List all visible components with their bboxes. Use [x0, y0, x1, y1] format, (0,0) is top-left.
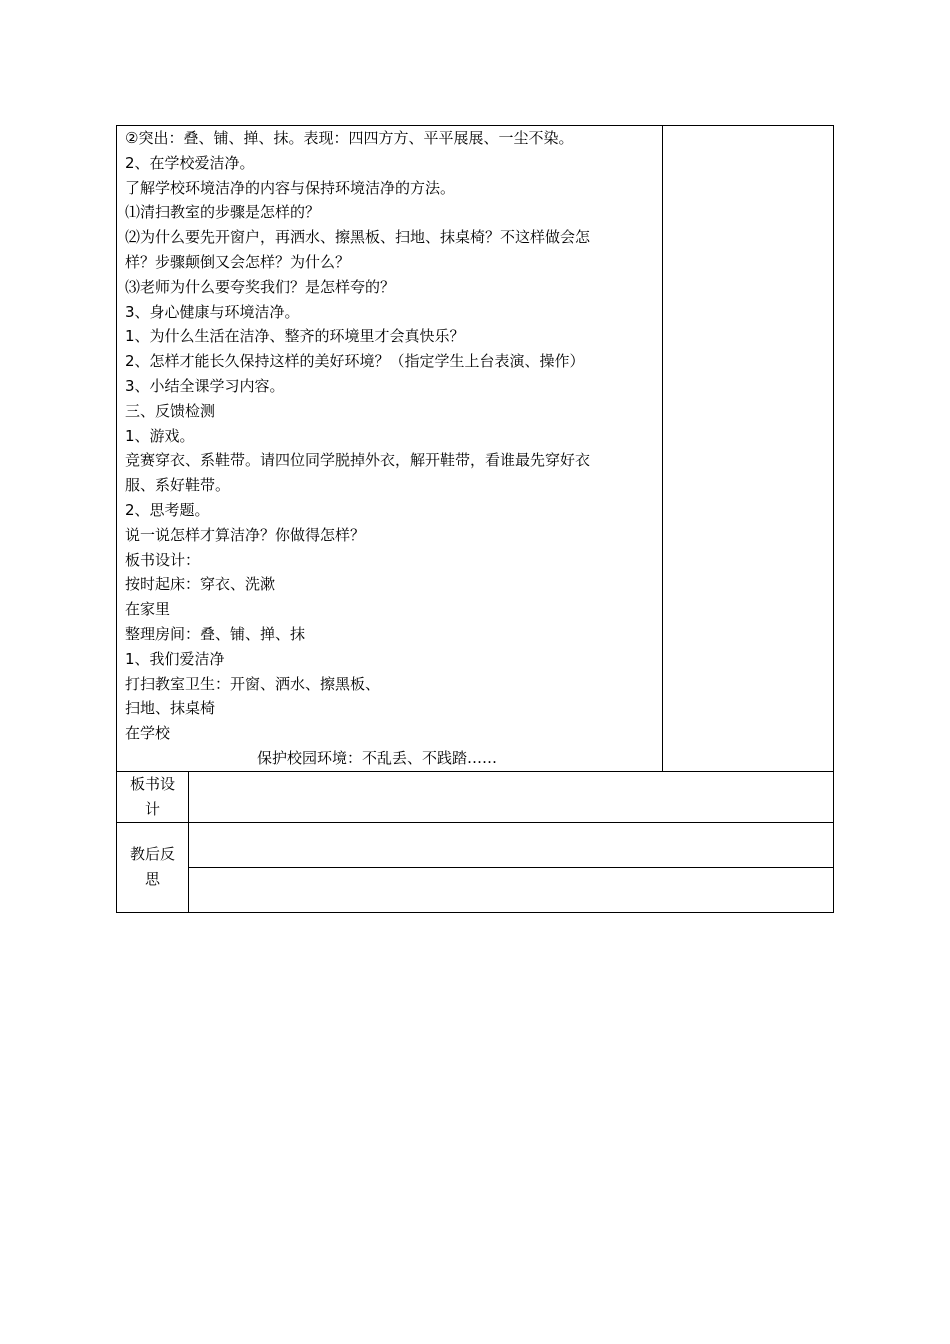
content-line: 打扫教室卫生：开窗、洒水、擦黑板、	[125, 674, 381, 693]
content-line: 样？步骤颠倒又会怎样？为什么？	[125, 252, 351, 271]
content-line: 竞赛穿衣、系鞋带。请四位同学脱掉外衣，解开鞋带，看谁最先穿好衣	[125, 451, 591, 470]
content-line: 3、身心健康与环境洁净。	[125, 302, 300, 321]
lesson-content-table	[116, 125, 834, 772]
reflection-row	[117, 822, 833, 912]
content-line: 2、怎样才能长久保持这样的美好环境？（指定学生上台表演、操作）	[125, 352, 585, 371]
content-line: 三、反馈检测	[125, 401, 216, 420]
content-line: 扫地、抹桌椅	[125, 699, 216, 718]
content-line: ⑶老师为什么要夸奖我们？是怎样夸的？	[125, 277, 396, 296]
reflection-label-cell	[117, 822, 189, 912]
content-line: 在家里	[125, 600, 171, 619]
content-line: 板书设计：	[125, 550, 201, 569]
content-line: ②突出：叠、铺、掸、抹。表现：四四方方、平平展展、一尘不染。	[125, 129, 574, 147]
content-line: 1、为什么生活在洁净、整齐的环境里才会真快乐？	[125, 327, 465, 346]
content-line: 2、思考题。	[125, 500, 210, 519]
board-design-row	[117, 771, 833, 823]
content-line: 按时起床：穿衣、洗漱	[125, 575, 276, 594]
content-line: 2、在学校爱洁净。	[125, 153, 255, 172]
content-line: 保护校园环境：不乱丢、不践踏……	[257, 748, 498, 767]
content-line: 在学校	[125, 724, 171, 743]
content-line: 1、我们爱洁净	[125, 649, 225, 668]
lower-table	[116, 771, 834, 913]
reflection-label: 教后反思	[129, 845, 175, 888]
content-line: 3、小结全课学习内容。	[125, 376, 285, 395]
content-line: 说一说怎样才算洁净？你做得怎样？	[125, 525, 366, 544]
content-line: ⑴清扫教室的步骤是怎样的？	[125, 203, 321, 222]
board-design-label-cell	[117, 772, 189, 822]
content-line: ⑵为什么要先开窗户，再洒水、擦黑板、扫地、抹桌椅？不这样做会怎	[125, 228, 591, 247]
column-divider	[662, 126, 663, 771]
content-line: 1、游戏。	[125, 426, 195, 445]
board-design-label: 板书设计	[129, 775, 175, 818]
content-line: 服、系好鞋带。	[125, 476, 231, 495]
lesson-content	[125, 126, 655, 771]
content-line: 了解学校环境洁净的内容与保持环境洁净的方法。	[125, 178, 456, 197]
content-line: 整理房间：叠、铺、掸、抹	[125, 624, 306, 643]
reflection-row-divider	[189, 867, 833, 868]
